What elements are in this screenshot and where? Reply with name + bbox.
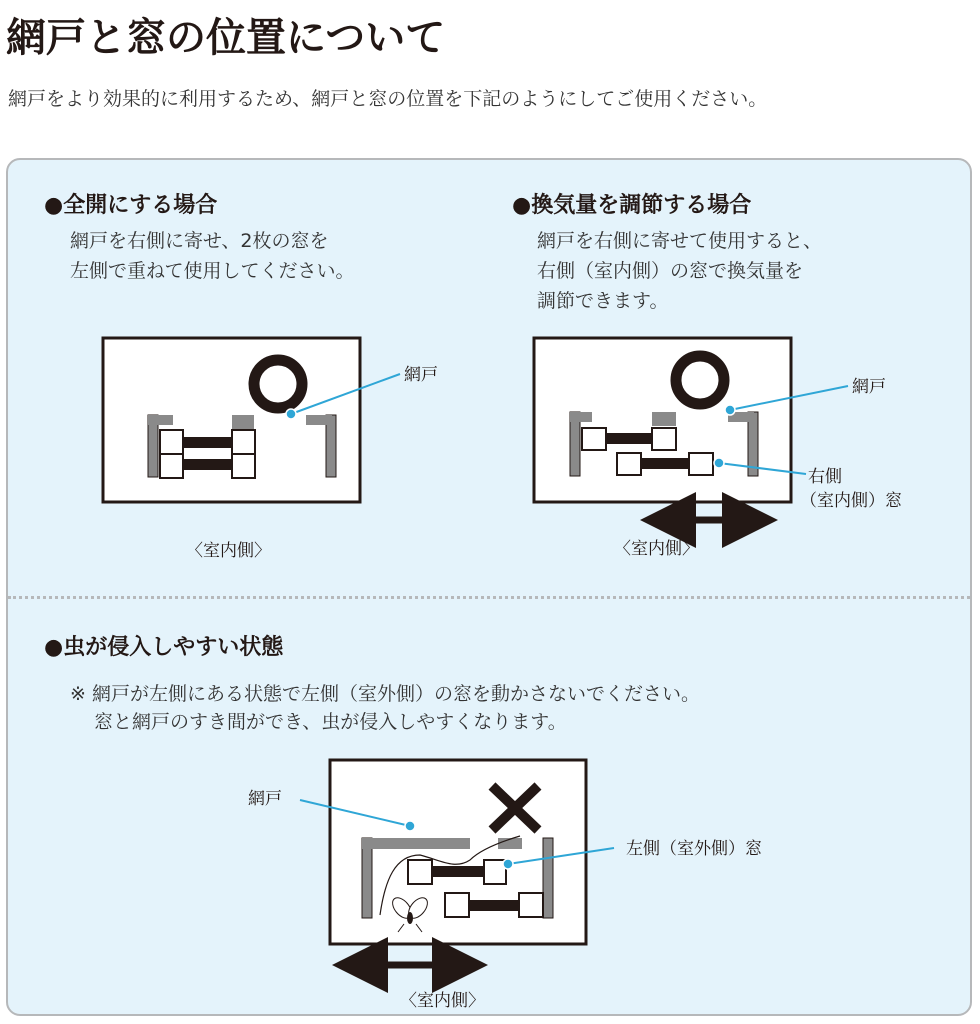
intro-text: 網戸をより効果的に利用するため、網戸と窓の位置を下記のようにしてご使用ください。 xyxy=(8,88,768,110)
window-sash-bar xyxy=(182,437,234,448)
note-line: ※ 網戸が左側にある状態で左側（室外側）の窓を動かさないでください。 xyxy=(70,683,700,705)
heading-insects: ●虫が侵入しやすい状態 xyxy=(44,635,284,660)
page-title: 網戸と窓の位置について xyxy=(6,15,446,61)
note-line: 窓と網戸のすき間ができ、虫が侵入しやすくなります。 xyxy=(94,711,567,733)
label-screen: 網戸 xyxy=(248,789,282,809)
screen-gray-block xyxy=(232,415,254,430)
diagram-full-open xyxy=(103,338,400,502)
window-sash-bar xyxy=(182,459,234,470)
label-indoor: 〈室内側〉 xyxy=(186,541,271,561)
label-window-right-sub: （室内側）窓 xyxy=(800,491,902,511)
label-window-left: 左側（室外側）窓 xyxy=(626,839,762,859)
heading-ventilation: ●換気量を調節する場合 xyxy=(512,193,752,218)
label-indoor: 〈室内側〉 xyxy=(400,991,485,1011)
desc-line: 左側で重ねて使用してください。 xyxy=(70,260,355,282)
label-window-right: 右側 xyxy=(808,467,842,487)
diagram-insects xyxy=(300,760,614,965)
desc-line: 網戸を右側に寄せて使用すると、 xyxy=(537,230,823,252)
frame-left-top xyxy=(148,415,173,425)
label-indoor: 〈室内側〉 xyxy=(614,539,699,559)
desc-line: 調節できます。 xyxy=(537,290,669,312)
frame-right-top xyxy=(306,415,332,425)
desc-line: 網戸を右側に寄せ、2枚の窓を xyxy=(70,230,329,252)
desc-line: 右側（室内側）の窓で換気量を xyxy=(537,260,804,282)
heading-full-open: ●全開にする場合 xyxy=(44,193,218,218)
label-screen: 網戸 xyxy=(404,365,438,385)
label-screen: 網戸 xyxy=(852,377,886,397)
